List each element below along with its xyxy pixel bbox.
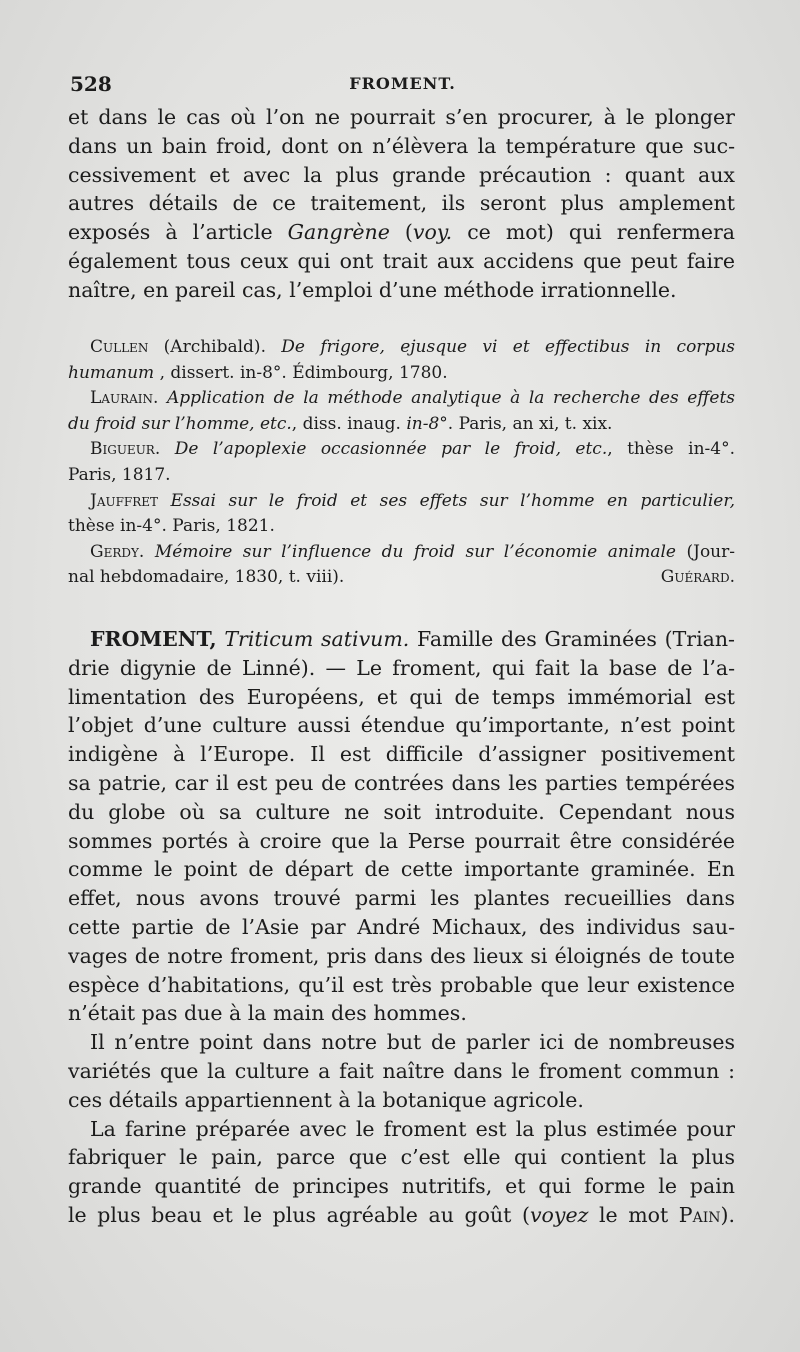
ref-title: humanum — [68, 362, 155, 383]
text-line: effet, nous avons trouvé parmi les plantes recueillies dans — [68, 886, 735, 911]
article-froment — [68, 625, 735, 1230]
bibliography — [68, 335, 735, 591]
paragraph-continuation — [68, 103, 735, 305]
text-line: sa patrie, car il est peu de contrées dans les parties tempérées — [68, 770, 735, 795]
text-line: naître, en pareil cas, l’emploi d’une méthode irrationnelle. — [68, 277, 677, 302]
italic-term: voyez — [529, 1202, 589, 1227]
text-line: Il n’entre point dans notre but de parler ici de nombreuses — [90, 1030, 735, 1055]
latin-name: Triticum sativum. — [224, 627, 410, 651]
text-line: indigène à l’Europe. Il est difficile d’assigner positivement — [68, 742, 735, 767]
text-span: le plus beau et le plus agréable au goût ( — [68, 1202, 530, 1227]
ref-author: Jauffret — [90, 490, 159, 511]
ref-title: du froid sur l’homme, etc. — [68, 413, 292, 434]
running-head: FROMENT. — [349, 74, 456, 93]
reference-line — [68, 489, 735, 515]
text-line: cessivement et avec la plus grande précaution : quant aux — [68, 162, 735, 187]
reference-line — [68, 437, 735, 463]
page-header — [70, 72, 735, 100]
ref-author: Cullen — [90, 337, 149, 357]
ref-author: Laurain. — [90, 388, 159, 409]
text-span: , diss. inaug. — [291, 413, 407, 434]
ref-title: Application de la méthode analytique à la recherche des effets — [158, 388, 735, 409]
text-line: comme le point de départ de cette importante graminée. En — [68, 857, 735, 882]
text-line: variétés que la culture a fait naître dans le froment commun : — [68, 1058, 735, 1083]
text-line — [68, 1201, 735, 1230]
text-span: (Archibald). — [148, 337, 282, 357]
text-line: également tous ceux qui ont trait aux accidens que peut faire — [68, 248, 735, 273]
text-span: , thèse in-4°. — [607, 439, 735, 460]
text-line: cette partie de l’Asie par André Michaux, des individus sau- — [68, 914, 735, 939]
ref-title: Essai sur le froid et ses effets sur l’homme en particulier, — [158, 490, 735, 511]
reference-line — [68, 540, 735, 566]
author-signature: Guérard. — [660, 567, 735, 588]
ref-title: De l’apoplexie occasionnée par le froid, etc. — [160, 439, 608, 460]
reference-line — [68, 335, 735, 361]
italic-term: voy. — [412, 220, 453, 245]
ref-title: Mémoire sur l’influence du froid sur l’économie animale — [144, 541, 676, 562]
text-span: ( — [389, 220, 413, 245]
text-span: , dissert. in-8°. Édimbourg, 1780. — [154, 362, 448, 383]
text-span: (Jour- — [676, 541, 735, 562]
ref-title: De frigore, ejusque vi et effectibus in corpus — [281, 337, 735, 357]
italic-term: Gangrène — [287, 220, 390, 245]
text-span: le mot — [588, 1202, 679, 1227]
text-line: n’était pas due à la main des hommes. — [68, 1001, 467, 1026]
text-span: nal hebdomadaire, 1830, t. viii). — [68, 567, 345, 588]
text-line — [68, 218, 735, 247]
text-line: du globe où sa culture ne soit introduite. Cependant nous — [68, 799, 735, 824]
text-line: drie digynie de Linné). — Le froment, qui fait la base de l’a- — [68, 655, 735, 680]
text-line: limentation des Européens, et qui de temps immémorial est — [68, 684, 735, 709]
ref-author: Bigueur. — [90, 439, 161, 460]
text-span: ). — [720, 1202, 735, 1227]
text-span: exposés à l’article — [68, 220, 288, 245]
ref-author: Gerdy. — [90, 541, 145, 562]
text-line: autres détails de ce traitement, ils seront plus amplement — [68, 191, 735, 216]
text-line: vages de notre froment, pris dans des lieux si éloignés de toute — [68, 943, 735, 968]
text-line: dans un bain froid, dont on n’élèvera la température que suc- — [68, 133, 735, 158]
text-line: grande quantité de principes nutritifs, et qui forme le pain — [68, 1174, 735, 1199]
reference-line — [68, 565, 735, 591]
reference-line — [68, 386, 735, 412]
reference-line — [68, 361, 735, 387]
text-line: fabriquer le pain, parce que c’est elle qui contient la plus — [68, 1145, 735, 1170]
text-line: sommes portés à croire que la Perse pourrait être considérée — [68, 828, 735, 853]
text-span: in-8° — [406, 413, 448, 434]
headword: FROMENT, — [90, 627, 217, 651]
reference-line: thèse in-4°. Paris, 1821. — [68, 516, 275, 537]
text-line: La farine préparée avec le froment est la plus estimée pour — [90, 1116, 735, 1141]
reference-line: Paris, 1817. — [68, 464, 171, 485]
text-span: . Paris, an xi, t. xix. — [447, 413, 613, 434]
text-span: Famille des Graminées (Trian- — [409, 627, 735, 651]
text-line: ces détails appartiennent à la botanique agricole. — [68, 1087, 584, 1112]
text-line: espèce d’habitations, qu’il est très probable que leur existence — [68, 972, 735, 997]
text-line: et dans le cas où l’on ne pourrait s’en procurer, à le plonger — [68, 105, 735, 129]
text-line: l’objet d’une culture aussi étendue qu’importante, n’est point — [68, 713, 735, 738]
text-line — [68, 625, 735, 654]
cross-reference: Pain — [678, 1202, 721, 1227]
reference-line — [68, 412, 735, 438]
page-number: 528 — [70, 72, 112, 96]
text-span: ce mot) qui renfermera — [452, 220, 735, 245]
